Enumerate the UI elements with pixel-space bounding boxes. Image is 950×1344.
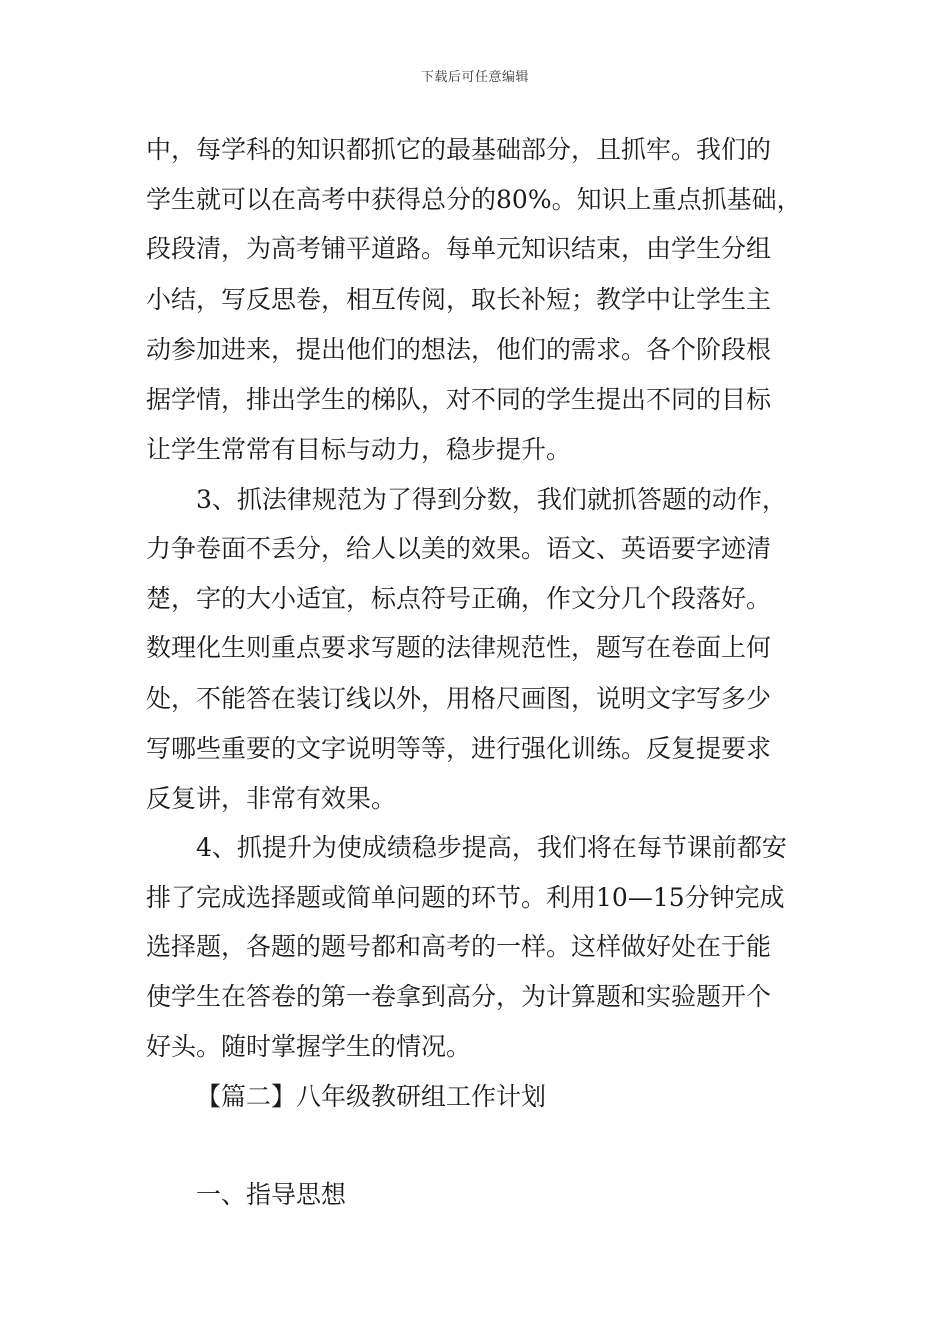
text-line: 数理化生则重点要求写题的法律规范性，题写在卷面上何 xyxy=(146,633,772,662)
text-line: 使学生在答卷的第一卷拿到高分，为计算题和实验题开个 xyxy=(146,982,772,1011)
section-title: 【篇二】八年级教研组工作计划 xyxy=(196,1082,547,1111)
text-line: 学生就可以在高考中获得总分的80%。知识上重点抓基础， xyxy=(146,185,802,214)
text-line: 3、抓法律规范为了得到分数，我们就抓答题的动作， xyxy=(196,485,787,514)
text-line: 好头。随时掌握学生的情况。 xyxy=(146,1032,472,1061)
text-line: 动参加进来，提出他们的想法，他们的需求。各个阶段根 xyxy=(146,335,772,364)
text-line: 选择题，各题的题号都和高考的一样。这样做好处在于能 xyxy=(146,932,772,961)
text-line: 段段清，为高考铺平道路。每单元知识结束，由学生分组 xyxy=(146,234,772,263)
text-line: 小结，写反思卷，相互传阅，取长补短；教学中让学生主 xyxy=(146,285,772,314)
text-line: 4、抓提升为使成绩稳步提高，我们将在每节课前都安 xyxy=(196,833,787,862)
subsection-title: 一、指导思想 xyxy=(196,1180,347,1209)
text-line: 反复讲，非常有效果。 xyxy=(146,784,397,813)
text-line: 楚，字的大小适宜，标点符号正确，作文分几个段落好。 xyxy=(146,584,772,613)
text-line: 排了完成选择题或简单问题的环节。利用10—15分钟完成 xyxy=(146,883,785,912)
text-line: 据学情，排出学生的梯队，对不同的学生提出不同的目标 xyxy=(146,385,772,414)
text-line: 写哪些重要的文字说明等等，进行强化训练。反复提要求 xyxy=(146,734,772,763)
text-line: 让学生常常有目标与动力，稳步提升。 xyxy=(146,435,572,464)
page-header: 下载后可任意编辑 xyxy=(420,70,529,85)
text-line: 中，每学科的知识都抓它的最基础部分，且抓牢。我们的 xyxy=(146,135,772,164)
text-line: 处，不能答在装订线以外，用格尺画图，说明文字写多少 xyxy=(146,684,772,713)
text-line: 力争卷面不丢分，给人以美的效果。语文、英语要字迹清 xyxy=(146,534,772,563)
